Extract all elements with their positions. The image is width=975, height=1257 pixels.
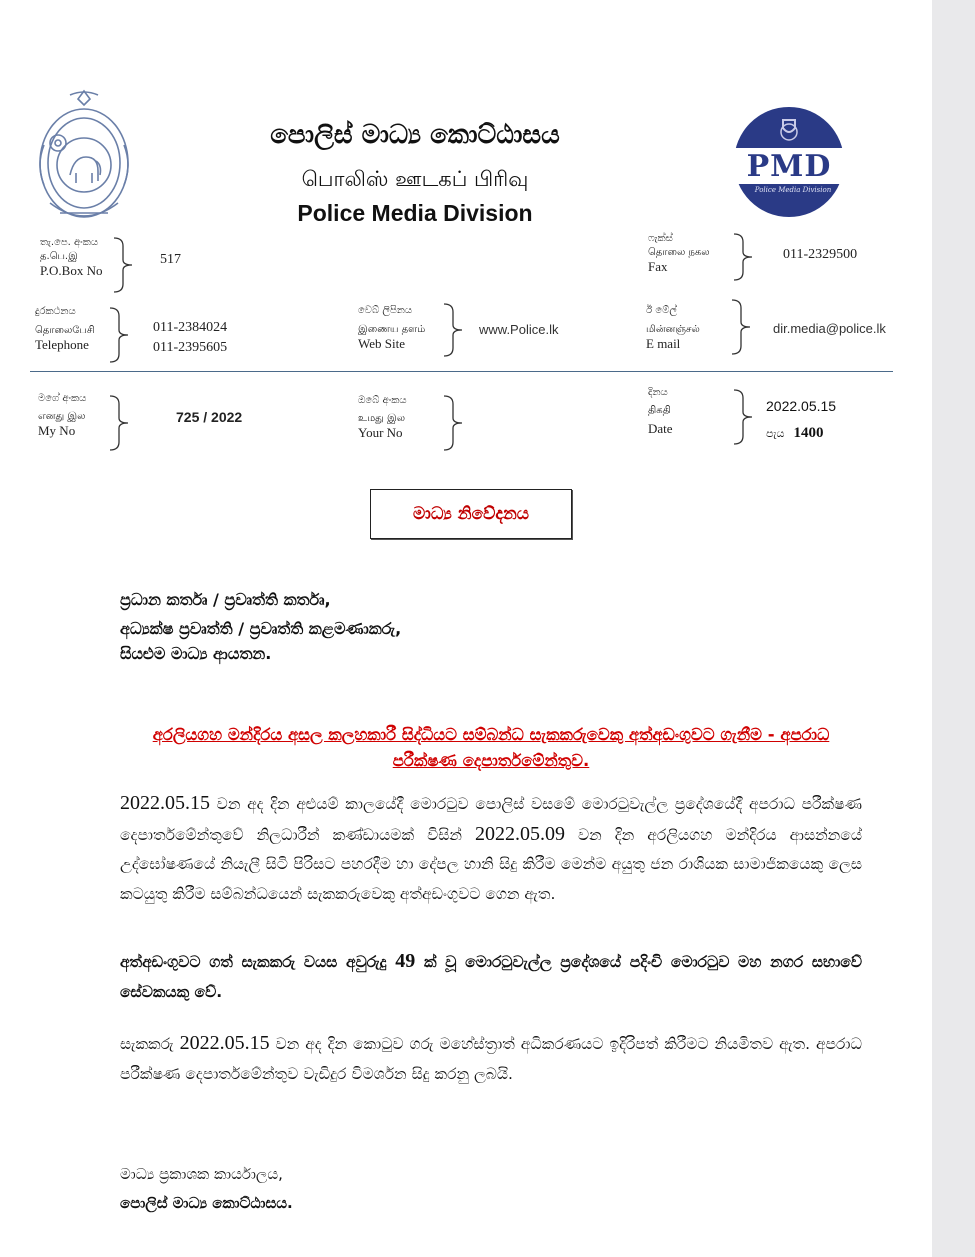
p1-date-2: 2022.05.09 [474, 822, 565, 845]
addressee-line-1: ප්‍රධාන කර්තෘ / ප්‍රවෘත්ති කර්තෘ, [120, 590, 331, 609]
p2-text-a: අත්අඩංගුවට ගත් සැකකරු වයස අවුරුදු [120, 953, 396, 971]
body-paragraph-2 [120, 947, 862, 1007]
p3-date: 2022.05.15 [179, 1032, 270, 1054]
my-no-label: මගේ අංකය எனது இல My No [38, 393, 87, 438]
pobox-brace [112, 236, 142, 294]
title-english: Police Media Division [297, 200, 533, 226]
website-label: වෙබ් ලිපිනය இணைய தளம் Web Site [358, 305, 426, 351]
telephone-brace [108, 306, 138, 364]
date-label: දිනය திகதி Date [648, 387, 673, 436]
title-sinhala: පොලිස් මාධ්‍ය කොට්ඨාසය [270, 120, 560, 150]
website-brace [442, 302, 472, 358]
media-release-title: මාධ්‍ය නිවේදනය [370, 489, 572, 539]
pobox-label: තැ.පෙ. අංකය த.பெ.இ P.O.Box No [40, 237, 103, 278]
p3-text-b: වන අද දින කොටුව ගරු මහේස්ත්‍රාත් අධිකරණයට ඉදිරිපත් කිරීමට නියමිතව ඇත. අපරාධ පරීක්ෂණ දෙපාර්තමේන්තුව වැඩිදුර විමර්ශන සිදු කරනු ලබයි. [120, 1035, 862, 1083]
date-brace [732, 388, 762, 446]
body-paragraph-1 [120, 789, 862, 909]
addressee-line-2: අධ්‍යක්ෂ ප්‍රවෘත්ති / ප්‍රවෘත්ති කළමණාකරු, [120, 619, 402, 638]
header-divider [30, 371, 893, 372]
title-tamil: பொலிஸ் ஊடகப் பிரிவு [301, 167, 529, 191]
time-value: 1400 [793, 425, 824, 441]
p2-age: 49 [395, 950, 416, 972]
my-no-value: 725 / 2022 [176, 409, 243, 425]
signature-line-2: පොලිස් මාධ්‍ය කොට්ඨාසය. [120, 1194, 293, 1212]
headline: අරලියගහ මන්දිරය අසල කලහකාරී සිද්ධියට සම්බන්ධ සැකකරුවෙකු අත්අඩංගුවට ගැනීම - අපරාධ පරීක්ෂණ දෙපාර්තමේන්තුව. [152, 725, 830, 770]
website-link[interactable]: www.Police.lk [479, 322, 559, 337]
pobox-value: 517 [160, 252, 181, 267]
p1-date-1: 2022.05.15 [120, 792, 210, 814]
email-label: ඊ මේල් மின்னஞ்சல் E mail [646, 305, 700, 351]
time-row [766, 422, 824, 442]
email-link[interactable]: dir.media@police.lk [773, 321, 886, 336]
date-value: 2022.05.15 [766, 398, 837, 414]
pmd-logo-text: PMD [746, 148, 832, 184]
body-paragraph-3 [120, 1029, 862, 1089]
fax-label: ෆැක්ස් தொலை நகல Fax [648, 233, 710, 274]
fax-brace [732, 232, 762, 282]
addressee-line-3: සියළුම මාධ්‍ය ආයතන. [120, 644, 272, 663]
your-no-label: ඔබේ අංකය உமது இல Your No [358, 395, 407, 440]
pmd-logo-caption: Police Media Division [754, 186, 832, 194]
p1-text-a: වන අද දින අළුයම් කාලයේදී මොරටුව පොලිස් වසමේ මොරටුවැල්ල ප්‍රදේශයේදී අපරාධ පරීක්ෂණ දෙපාර්තමේන්තුවේ නිලධාරීන් කණ්ඩායමක් විසින් [120, 795, 862, 844]
fax-value: 011-2329500 [783, 247, 858, 262]
signature-line-1: මාධ්‍ය ප්‍රකාශක කාර්යාලය, [120, 1165, 283, 1183]
p3-text-a: සැකකරු [120, 1035, 180, 1053]
police-crest-icon [30, 85, 138, 225]
pmd-logo-icon [733, 106, 845, 218]
my-no-brace [108, 394, 138, 452]
telephone-label: දුරකථනය தொலைபேசி Telephone [35, 306, 95, 352]
your-no-brace [442, 394, 472, 452]
telephone-value-2: 011-2395605 [153, 340, 228, 355]
p2-text-b: ක් වූ මොරටුවැල්ල ප්‍රදේශයේ පදිංචි මොරටුව මහ නගර සභාවේ සේවකයකු වේ. [120, 953, 862, 1001]
p1-text-b: වන දින අරලියගහ මන්දිරය ආසන්නයේ උද්ඝෝෂණයේ නියැලී සිටි පිරිසට පහරදීම හා දේපල හානි සිදු කිරීම මෙන්ම අයුතු ජන රාශියක සාමාජිකයෙකු ලෙස කටයුතු කිරීම සම්බන්ධයෙන් සැකකරුවෙකු අත්අඩංගුවට ගෙන ඇත. [120, 825, 862, 903]
telephone-value-1: 011-2384024 [153, 320, 228, 335]
time-label: පැය [766, 427, 785, 440]
email-brace [730, 298, 760, 356]
